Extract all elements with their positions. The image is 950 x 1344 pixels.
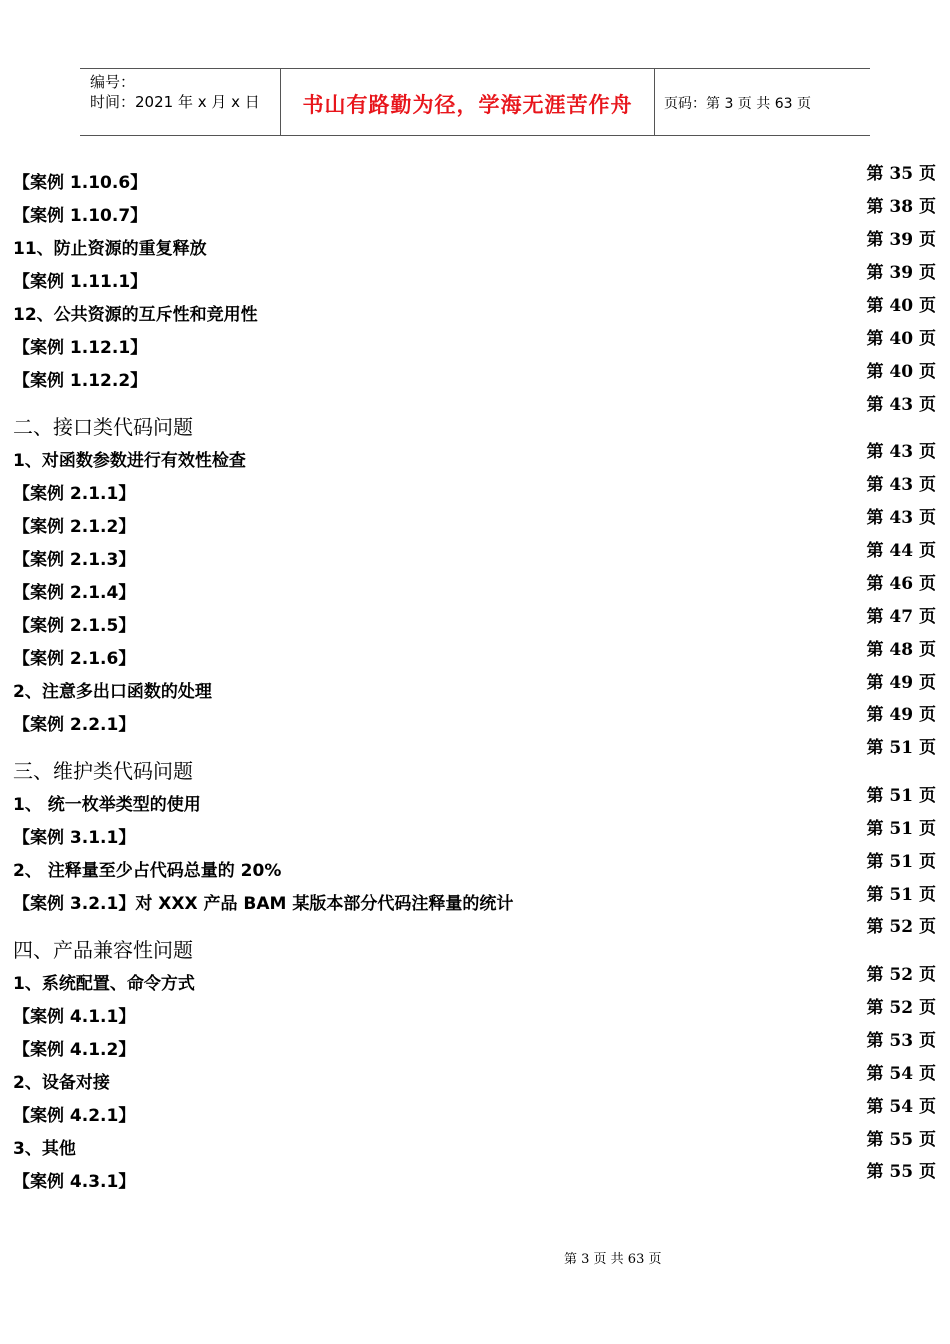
header-motto-cell: [280, 69, 655, 135]
toc-entry[interactable]: 【案例 2.1.3】: [13, 550, 136, 570]
page-footer: 第 3 页 共 63 页: [564, 1252, 662, 1267]
toc-entry[interactable]: 【案例 4.1.1】: [13, 1007, 136, 1027]
toc-entry[interactable]: 【案例 1.10.6】: [13, 173, 148, 193]
toc-entry[interactable]: 【案例 4.3.1】: [13, 1172, 136, 1192]
toc-page-number: 第 40 页: [866, 329, 936, 349]
toc-page-number: 第 54 页: [866, 1097, 936, 1117]
toc-page-number: 第 44 页: [866, 541, 936, 561]
toc-page-number: 第 35 页: [866, 164, 936, 184]
header-meta-cell: [80, 69, 280, 135]
document-number-label: 编号：: [90, 73, 136, 91]
page-header: [80, 68, 870, 136]
toc-entry[interactable]: 1、系统配置、命令方式: [13, 974, 195, 994]
document-date: 时间：2021 年 x 月 x 日: [90, 93, 260, 111]
toc-page-number: 第 54 页: [866, 1064, 936, 1084]
toc-page-number: 第 43 页: [866, 475, 936, 495]
toc-page-number: 第 51 页: [866, 738, 936, 758]
toc-entry[interactable]: 【案例 2.1.1】: [13, 484, 136, 504]
toc-page-number: 第 43 页: [866, 395, 936, 415]
toc-page-number: 第 51 页: [866, 819, 936, 839]
toc-page-number: 第 53 页: [866, 1031, 936, 1051]
toc-page-number: 第 52 页: [866, 998, 936, 1018]
toc-entry[interactable]: 【案例 2.1.2】: [13, 517, 136, 537]
toc-entry[interactable]: 【案例 2.2.1】: [13, 715, 136, 735]
toc-entry[interactable]: 1、 统一枚举类型的使用: [13, 795, 201, 815]
toc-entry[interactable]: 2、注意多出口函数的处理: [13, 682, 212, 702]
toc-entry[interactable]: 2、设备对接: [13, 1073, 110, 1093]
toc-entry[interactable]: 11、防止资源的重复释放: [13, 239, 207, 259]
toc-entry[interactable]: 【案例 4.2.1】: [13, 1106, 136, 1126]
toc-page-number: 第 47 页: [866, 607, 936, 627]
header-page-cell: [654, 69, 870, 135]
toc-page-number: 第 40 页: [866, 296, 936, 316]
toc-section-heading[interactable]: 四、产品兼容性问题: [13, 938, 193, 962]
toc-page-number: 第 55 页: [866, 1130, 936, 1150]
toc-page-number: 第 39 页: [866, 263, 936, 283]
toc-page-number: 第 51 页: [866, 852, 936, 872]
toc-page-number: 第 49 页: [866, 705, 936, 725]
toc-page-number: 第 48 页: [866, 640, 936, 660]
toc-page-number: 第 40 页: [866, 362, 936, 382]
toc-entry[interactable]: 【案例 1.10.7】: [13, 206, 148, 226]
toc-entry[interactable]: 1、对函数参数进行有效性检查: [13, 451, 246, 471]
toc-page-number: 第 51 页: [866, 885, 936, 905]
toc-page-number: 第 43 页: [866, 442, 936, 462]
toc-entry[interactable]: 【案例 1.11.1】: [13, 272, 148, 292]
toc-page-number: 第 55 页: [866, 1162, 936, 1182]
toc-page-number: 第 39 页: [866, 230, 936, 250]
toc-page-number: 第 51 页: [866, 786, 936, 806]
toc-entry[interactable]: 3、其他: [13, 1139, 76, 1159]
toc-page-number: 第 52 页: [866, 965, 936, 985]
toc-entry[interactable]: 【案例 3.2.1】对 XXX 产品 BAM 某版本部分代码注释量的统计: [13, 894, 514, 914]
toc-section-heading[interactable]: 二、接口类代码问题: [13, 415, 193, 439]
header-page-info: 页码：第 3 页 共 63 页: [664, 96, 811, 112]
toc-entry[interactable]: 【案例 1.12.1】: [13, 338, 148, 358]
toc-entry[interactable]: 【案例 4.1.2】: [13, 1040, 136, 1060]
toc-page-number: 第 52 页: [866, 917, 936, 937]
toc-entry[interactable]: 【案例 2.1.4】: [13, 583, 136, 603]
header-motto: 书山有路勤为径，学海无涯苦作舟: [302, 93, 633, 117]
toc-entry[interactable]: 12、公共资源的互斥性和竞用性: [13, 305, 258, 325]
toc-entry[interactable]: 【案例 2.1.5】: [13, 616, 136, 636]
toc-page-number: 第 49 页: [866, 673, 936, 693]
toc-entry[interactable]: 【案例 3.1.1】: [13, 828, 136, 848]
toc-page-number: 第 46 页: [866, 574, 936, 594]
toc-page-number: 第 38 页: [866, 197, 936, 217]
toc-page-number: 第 43 页: [866, 508, 936, 528]
toc-entry[interactable]: 【案例 2.1.6】: [13, 649, 136, 669]
toc-section-heading[interactable]: 三、维护类代码问题: [13, 759, 193, 783]
toc-entry[interactable]: 2、 注释量至少占代码总量的 20%: [13, 861, 282, 881]
toc-entry[interactable]: 【案例 1.12.2】: [13, 371, 148, 391]
